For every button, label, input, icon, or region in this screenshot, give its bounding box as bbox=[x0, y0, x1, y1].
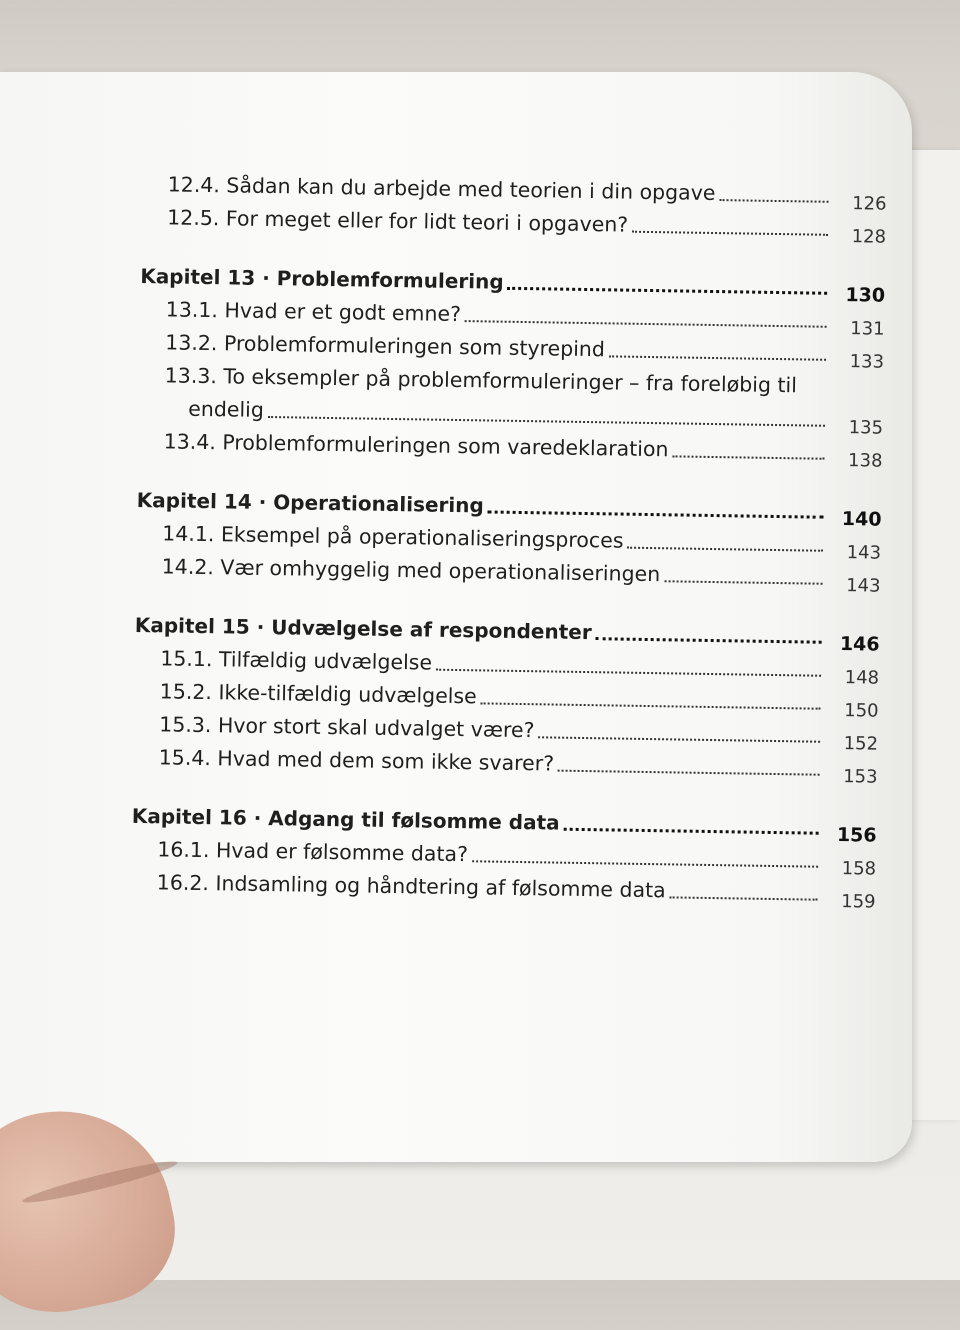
toc-page-number: 130 bbox=[845, 284, 886, 307]
leader-dots bbox=[465, 320, 827, 328]
toc-page-number: 135 bbox=[848, 417, 884, 439]
leader-dots bbox=[670, 896, 818, 900]
toc-page-number: 143 bbox=[846, 575, 881, 597]
toc-page-number: 152 bbox=[843, 733, 879, 755]
leader-dots bbox=[472, 860, 818, 867]
toc-entry-title: 14.1. Eksempel på operationaliseringsproces bbox=[162, 521, 624, 553]
toc-page-number: 146 bbox=[839, 633, 880, 656]
chapter-title: Kapitel 15 · Udvælgelse af respondenter bbox=[134, 612, 592, 645]
leader-dots bbox=[488, 510, 824, 518]
chapter-12-continued bbox=[141, 168, 887, 246]
toc-page-number: 128 bbox=[851, 226, 887, 248]
leader-dots bbox=[596, 637, 822, 644]
leader-dots bbox=[632, 231, 828, 236]
chapter-13 bbox=[137, 260, 885, 470]
toc-page-number: 133 bbox=[849, 351, 885, 373]
toc-page-number: 150 bbox=[844, 700, 879, 722]
toc-page-number: 131 bbox=[850, 318, 885, 340]
leader-dots bbox=[481, 702, 821, 709]
toc-entry-title: 14.2. Vær omhyggelig med operationaliseringen bbox=[161, 554, 661, 587]
toc-page-number: 148 bbox=[844, 667, 880, 689]
toc-page-number: 143 bbox=[846, 542, 882, 564]
toc-page-number: 158 bbox=[841, 858, 877, 880]
chapter-title: Kapitel 14 · Operationalisering bbox=[136, 487, 484, 518]
leader-dots bbox=[672, 455, 824, 459]
leader-dots bbox=[719, 199, 828, 203]
chapter-title: Kapitel 13 · Problemformulering bbox=[140, 263, 504, 294]
leader-dots bbox=[627, 547, 823, 552]
toc-entry-title: 15.3. Hvor stort skal udvalget være? bbox=[159, 712, 535, 743]
table-of-contents bbox=[131, 168, 887, 911]
toc-page-number: 159 bbox=[841, 891, 876, 913]
leader-dots bbox=[609, 355, 826, 360]
chapter-16 bbox=[131, 800, 877, 911]
toc-entry-title: 16.1. Hvad er følsomme data? bbox=[157, 837, 469, 867]
toc-entry-title: 12.5. For meget eller for lidt teori i opgaven? bbox=[167, 205, 629, 237]
toc-page-number: 153 bbox=[843, 766, 878, 788]
leader-dots bbox=[538, 736, 820, 742]
toc-entry-title: 13.1. Hvad er et godt emne? bbox=[165, 297, 462, 327]
chapter-title: Kapitel 16 · Adgang til følsomme data bbox=[131, 803, 560, 835]
toc-page-number: 140 bbox=[841, 508, 882, 531]
toc-entry-title: 15.2. Ikke-tilfældig udvælgelse bbox=[159, 679, 477, 709]
toc-entry-title: 16.2. Indsamling og håndtering af følsomme data bbox=[156, 870, 666, 903]
book-page bbox=[0, 72, 912, 1162]
leader-dots bbox=[563, 828, 818, 835]
toc-entry-title: 13.2. Problemformuleringen som styrepind bbox=[165, 330, 606, 362]
toc-entry-13-3 bbox=[138, 359, 884, 437]
toc-entry-title-line2: endelig bbox=[188, 396, 265, 422]
leader-dots bbox=[664, 580, 823, 584]
toc-page-number: 156 bbox=[836, 823, 877, 847]
toc-entry-title-line1: 13.3. To eksempler på problemformuleringer – fra foreløbig til bbox=[164, 363, 798, 398]
toc-entry-title: 12.4. Sådan kan du arbejde med teorien i din opgave bbox=[167, 172, 716, 206]
chapter-15 bbox=[132, 609, 879, 786]
toc-page-number: 138 bbox=[847, 450, 883, 472]
toc-page-number: 126 bbox=[852, 193, 887, 215]
leader-dots bbox=[508, 287, 828, 295]
leader-dots bbox=[558, 770, 820, 776]
leader-dots bbox=[268, 416, 825, 427]
toc-entry-title: 15.1. Tilfældig udvælgelse bbox=[160, 646, 433, 675]
toc-entry-title: 13.4. Problemformuleringen som varedeklaration bbox=[163, 429, 669, 462]
toc-entry-title: 15.4. Hvad med dem som ikke svarer? bbox=[158, 745, 555, 776]
chapter-14 bbox=[135, 484, 881, 595]
leader-dots bbox=[436, 669, 821, 677]
